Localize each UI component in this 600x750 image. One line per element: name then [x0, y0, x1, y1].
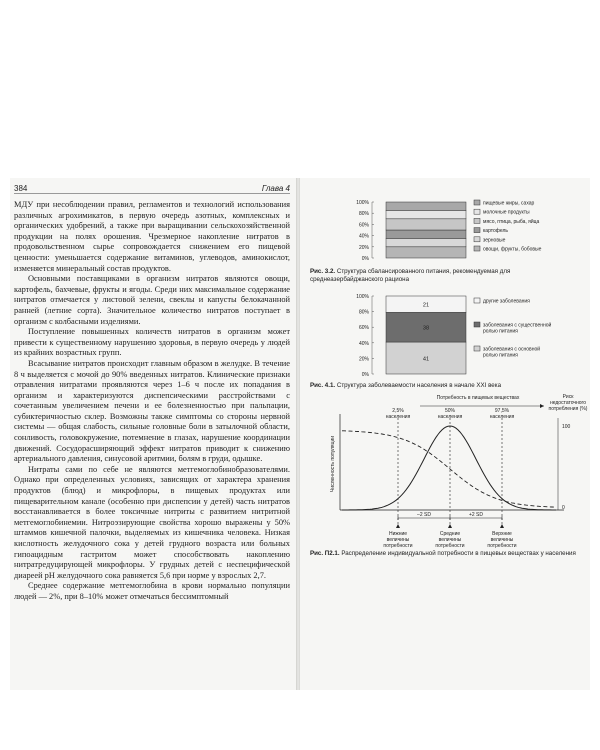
right-axis-label: потребления (%): [548, 406, 588, 412]
legend-swatch: [474, 322, 480, 327]
right-page: [300, 178, 590, 690]
caption-number: Рис. 4.1.: [310, 382, 336, 389]
y-tick-label: 100%: [356, 200, 369, 206]
y-tick-label: 100%: [356, 294, 369, 300]
bottom-label: потребности: [383, 543, 413, 549]
y-tick-label: 40%: [358, 340, 369, 347]
legend-label: ролью питания: [483, 328, 518, 335]
paragraph: Поступление повышенных количеств нитратов в организм может привести к существенному нарушению здоровья, в первую очередь у людей из крайних возрастных групп.: [14, 327, 290, 358]
caption-text: Структура заболеваемости населения в начале XXI века: [336, 382, 502, 389]
left-page: [10, 178, 296, 690]
bottom-label: величины: [438, 537, 462, 543]
sd-label: +2 SD: [468, 512, 484, 518]
y-tick-label: 20%: [358, 244, 369, 251]
legend-swatch: [474, 209, 480, 214]
body-text: [14, 200, 290, 603]
bar-segment: [386, 238, 466, 246]
segment-value-label: 38: [422, 325, 430, 332]
title-arrow-head: [540, 404, 544, 408]
caption-text: Структура сбалансированного питания, рекомендуемая для среднеазербайджанского рациона: [310, 268, 511, 283]
bottom-label: Нижние: [388, 531, 408, 537]
bottom-label: величины: [490, 537, 514, 543]
caption-number: Рис. 3.2.: [310, 268, 336, 275]
bottom-label: потребности: [435, 543, 465, 549]
legend-swatch: [474, 228, 480, 233]
y-tick-label: 0%: [361, 372, 369, 378]
population-curve: [342, 426, 556, 510]
percentile-label: населения: [489, 414, 515, 420]
legend-swatch: [474, 200, 480, 205]
paragraph: Всасывание нитратов происходит главным образом в желудке. В течение 8 ч выделяется с мочой до 90% введенных нитратов. Клинические признаки отравления нитратами проявляются через 1–6 ч после их попадания в организм и характеризуются диспепсическими расстройствами с сочетанным увеличением печени и ее болезненностью при пальпации, субиктеричностью склер. Возможны также симптомы со стороны нервной системы — общая слабость, сильные головные боли в затылочной области, сонливость, головокружение, потемнение в глазах, нарушение координации движений. Сосудорасширяющий эффект нитратов приводит к снижению артериального давления, синусовой аритмии, болям в груди, одышке.: [14, 358, 290, 464]
right-tick-label: 100: [562, 424, 571, 430]
bottom-arrow: [500, 524, 504, 528]
legend-label: ролью питания: [483, 352, 518, 359]
right-axis-label: Риск: [562, 394, 574, 400]
legend-label: заболевания с существенной: [483, 322, 552, 329]
bar-segment: [386, 202, 466, 210]
segment-value-label: 21: [422, 302, 430, 309]
y-tick-label: 60%: [358, 325, 369, 332]
figure-p2-1-chart: [300, 392, 590, 552]
paragraph: Основными поставщиками в организм нитратов являются овощи, картофель, бахчевые, фрукты и ягоды. Среди них максимальное содержание нитратов отмечается у листовой зелени, свеклы и капусты белокачанной ранней (летние сорта). Значительное количество нитратов поступает в организм с колбасными изделиями.: [14, 274, 290, 326]
legend-label: овощи, фрукты, бобовые: [483, 246, 542, 253]
bottom-label: величины: [386, 537, 410, 543]
caption-number: Рис. П2.1.: [310, 550, 340, 557]
page-number: 384: [14, 184, 28, 193]
paragraph: МДУ при несоблюдении правил, регламентов и технологий использования различных агрохимикатов, в первую очередь азотных, комплексных и органических удобрений, а также при выращивании сельскохозяйственной продукции на полях орошения. Чрезмерное накопление нитратов в продовольственном сырье сопровождается снижением его пищевой ценности: уменьшается содержание витаминов, углеводов, аминокислот, изменяется минеральный состав продуктов.: [14, 200, 290, 273]
percentile-label: 2,5%: [392, 408, 404, 414]
legend-label: мясо, птица, рыба, яйца: [483, 218, 540, 225]
paragraph: Нитраты сами по себе не являются метгемоглобинобразователями. Однако при определенных условиях, зависящих от характера хранения продуктов (блюд) и микрофлоры, в пищевых продуктах или пищеварительном канале (особенно при диспепсии у детей) часть нитратов восстанавливается в более токсичные нитриты с развитием нитритной метгемоглобинемии. Нитроэзирующие свойства хорошо выражены у 50% штаммов кишечной палочки, выделяемых из кишечника человека. Низкая кислотность желудочного сока у детей грудного возраста или больных гипоацидным гастритом может способствовать накоплению нитратредуцирующей микрофлоры. У грудных детей с неспецифической диареей рН желудочного сока равняется 5,6 при норме у взрослых 2,7.: [14, 464, 290, 580]
bar-segment: [386, 210, 466, 218]
legend-swatch: [474, 237, 480, 242]
y-tick-label: 0%: [361, 256, 369, 262]
chapter-title: Глава 4: [261, 184, 290, 193]
paragraph: Среднее содержание метгемоглобина в крови нормально популяции людей — 2%, при 8–10% может отмечаться бессимптомный: [14, 581, 290, 601]
page-header: [14, 184, 290, 194]
legend-label: пищевые жиры, сахар: [483, 200, 535, 207]
chart-title: Потребность в пищевых веществах: [436, 395, 520, 401]
percentile-label: населения: [437, 414, 463, 420]
risk-curve: [342, 431, 556, 507]
bottom-label: Верхние: [492, 531, 512, 537]
bottom-label: потребности: [487, 543, 517, 549]
legend-swatch: [474, 298, 480, 303]
y-tick-label: 40%: [358, 233, 369, 240]
y-tick-label: 20%: [358, 356, 369, 363]
bar-segment: [386, 230, 466, 238]
bar-segment: [386, 247, 466, 258]
segment-value-label: 41: [422, 356, 430, 363]
legend-label: молочные продукты: [483, 209, 530, 216]
figure-4-1-chart: [300, 290, 590, 380]
right-axis-label: недостаточного: [549, 400, 587, 406]
percentile-label: 97,5%: [494, 408, 510, 414]
figure-3-2-chart: [300, 194, 590, 266]
figure-4-1-caption: [310, 382, 585, 390]
figure-p2-1-caption: [310, 550, 585, 558]
y-tick-label: 80%: [358, 211, 369, 218]
y-tick-label: 60%: [358, 222, 369, 229]
legend-label: зерновые: [483, 237, 506, 244]
y-tick-label: 80%: [358, 309, 369, 316]
bottom-arrow: [448, 524, 452, 528]
y-axis-label: Численность популяции: [330, 435, 336, 493]
legend-label: другие заболевания: [483, 298, 530, 305]
legend-label: картофель: [483, 228, 509, 235]
bottom-label: Средние: [439, 531, 461, 537]
figure-3-2-caption: [310, 268, 585, 283]
bottom-arrow: [396, 524, 400, 528]
percentile-label: населения: [385, 414, 411, 420]
caption-text: Распределение индивидуальной потребности в пищевых веществах у населения: [341, 550, 576, 557]
right-tick-label: 0: [562, 505, 565, 511]
legend-swatch: [474, 346, 480, 351]
percentile-label: 50%: [444, 408, 456, 414]
sd-label: –2 SD: [417, 512, 431, 518]
legend-swatch: [474, 218, 480, 223]
bar-segment: [386, 219, 466, 230]
legend-label: заболевания с основной: [483, 346, 541, 353]
legend-swatch: [474, 246, 480, 251]
